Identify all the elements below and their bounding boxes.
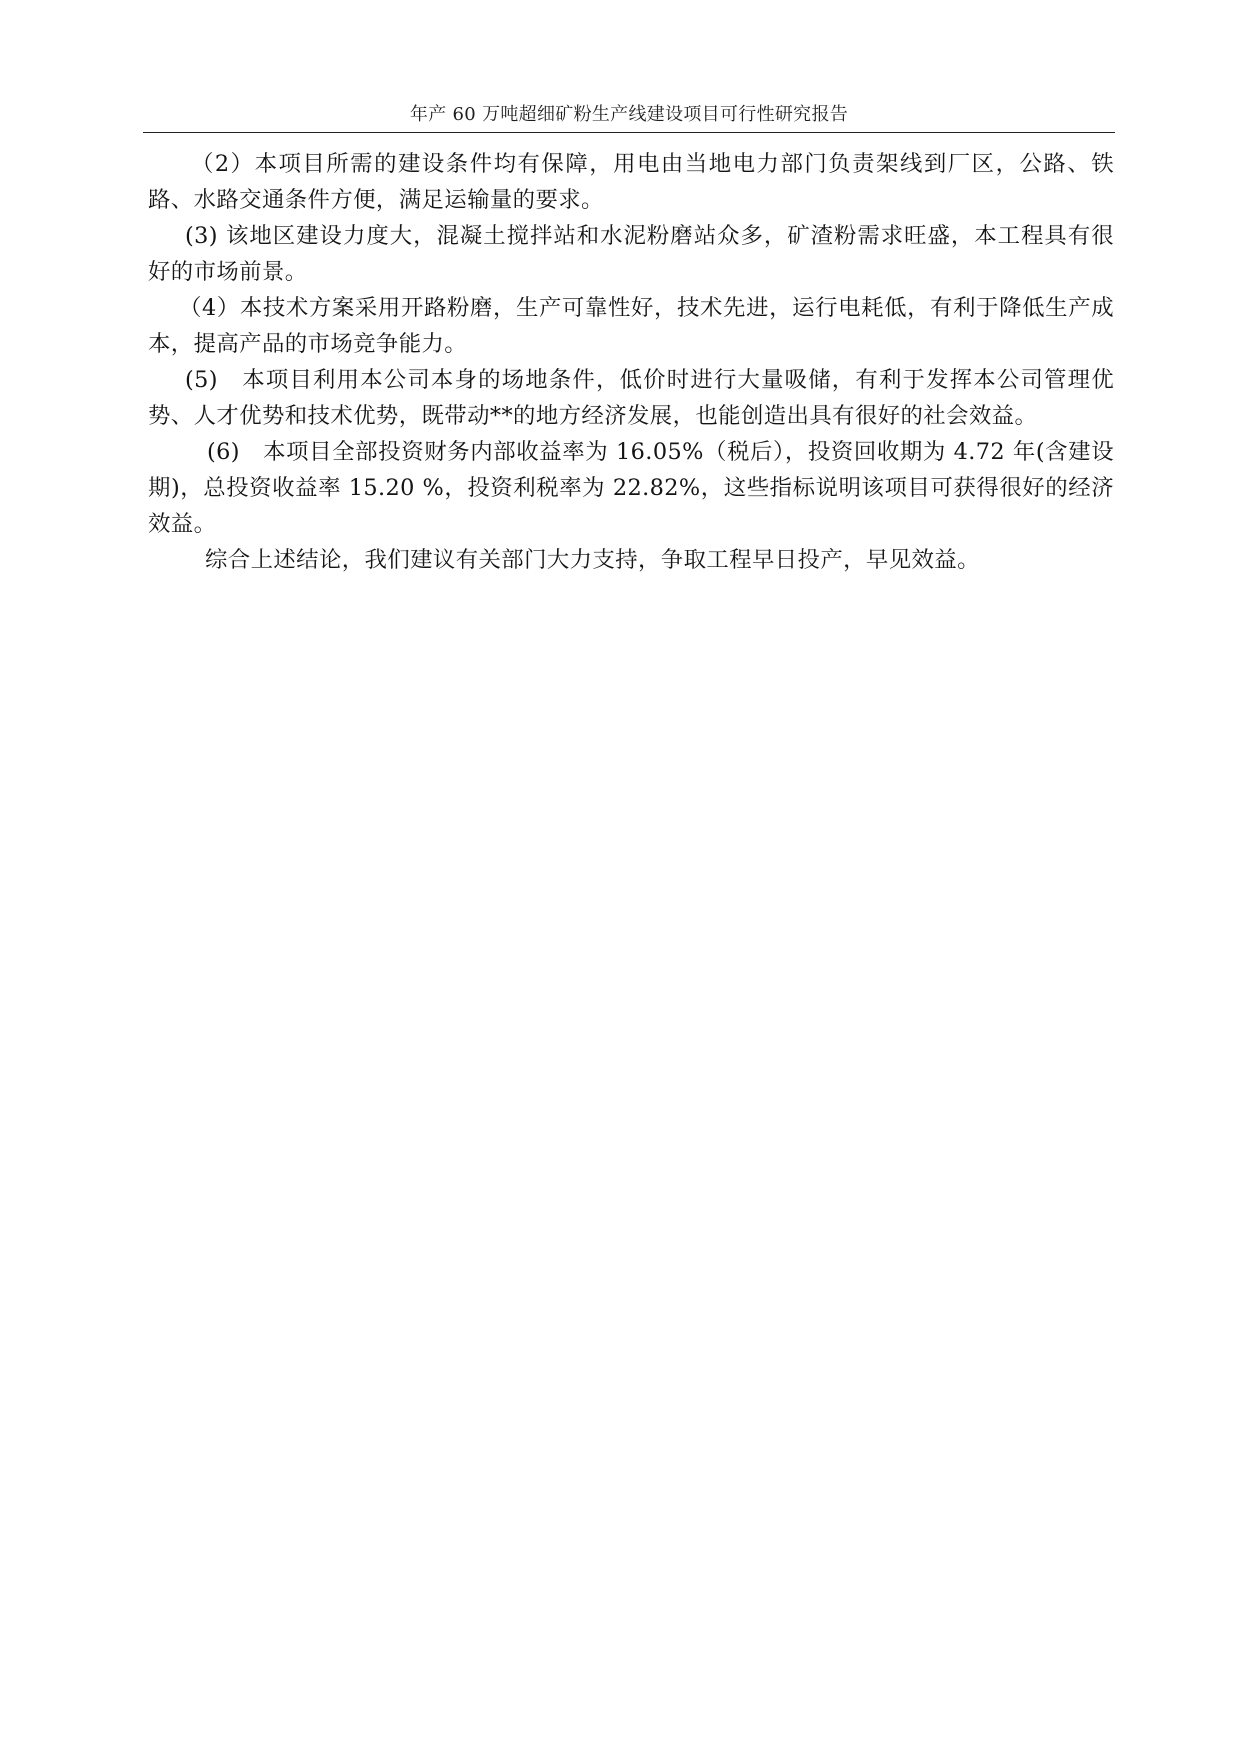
- paragraph-4: （4）本技术方案采用开路粉磨，生产可靠性好，技术先进，运行电耗低，有利于降低生产成本，提高产品的市场竞争能力。: [148, 295, 1114, 357]
- conclusion-paragraph: 综合上述结论，我们建议有关部门大力支持，争取工程早日投产，早见效益。: [205, 547, 980, 573]
- running-header: 年产 60 万吨超细矿粉生产线建设项目可行性研究报告: [409, 104, 849, 125]
- paragraph-6: (6) 本项目全部投资财务内部收益率为 16.05%（税后），投资回收期为 4.72 年(含建设期)，总投资收益率 15.20 %，投资利税率为 22.82%，这些指标说明该项目可获得很好的经济效益。: [148, 439, 1114, 537]
- paragraph-3: (3) 该地区建设力度大，混凝土搅拌站和水泥粉磨站众多，矿渣粉需求旺盛，本工程具有很好的市场前景。: [148, 223, 1114, 285]
- paragraph-2: （2）本项目所需的建设条件均有保障，用电由当地电力部门负责架线到厂区，公路、铁路、水路交通条件方便，满足运输量的要求。: [148, 151, 1114, 213]
- header-rule: [143, 132, 1115, 133]
- paragraph-5: (5) 本项目利用本公司本身的场地条件，低价时进行大量吸储，有利于发挥本公司管理优势、人才优势和技术优势，既带动**的地方经济发展，也能创造出具有很好的社会效益。: [148, 367, 1114, 429]
- body-text: [148, 146, 1114, 578]
